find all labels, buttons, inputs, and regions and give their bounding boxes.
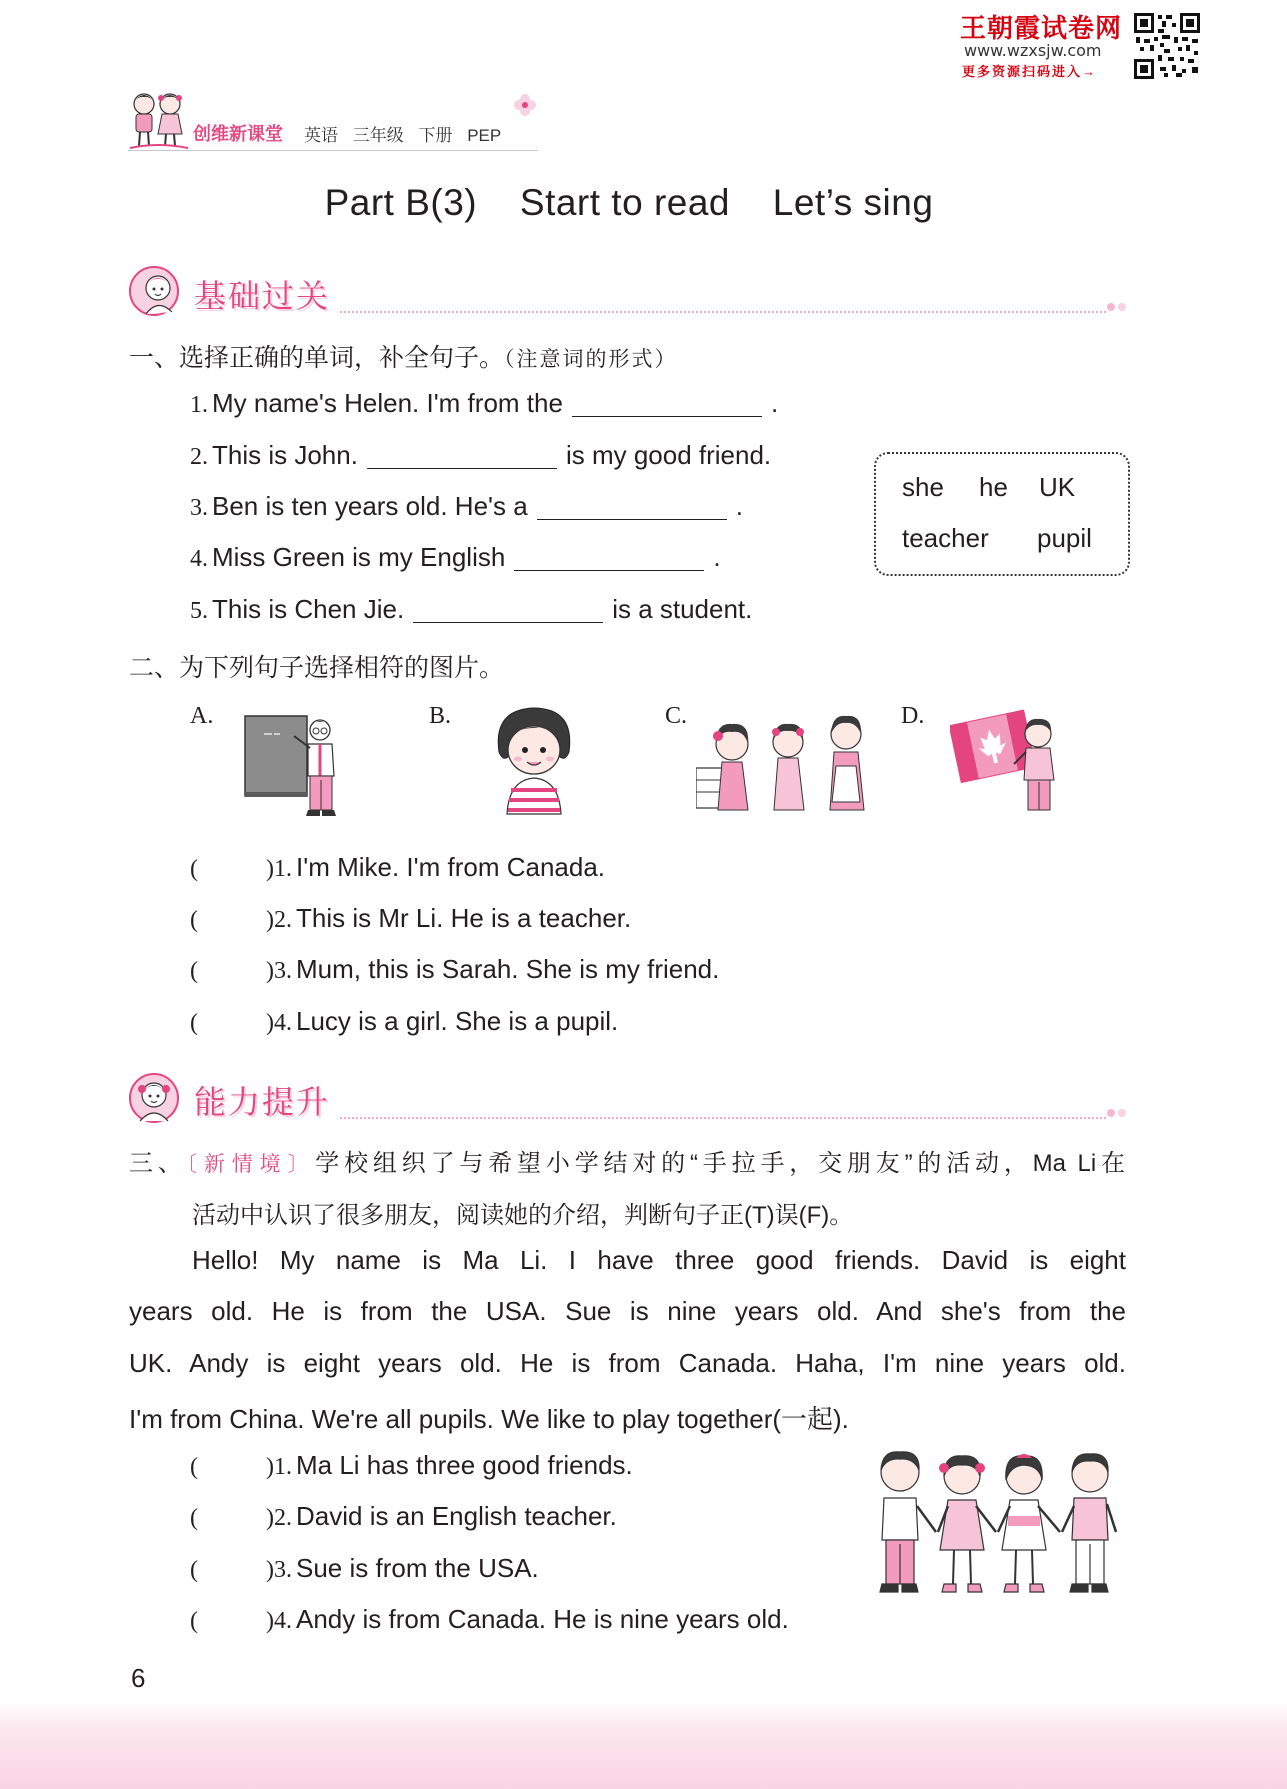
q2-item — [190, 852, 605, 888]
book-subject: 英语 — [304, 126, 338, 145]
item-text-before: My name's Helen. I'm from the — [212, 388, 563, 418]
q3-item — [190, 1553, 539, 1589]
item-number: 3. — [190, 495, 208, 521]
book-volume: 下册 — [418, 126, 453, 145]
bracket-close: ) — [266, 1505, 274, 1531]
item-text-after: . — [770, 388, 779, 418]
section-divider — [340, 311, 1106, 313]
page-number: 6 — [131, 1663, 146, 1693]
book-grade: 三年级 — [352, 126, 404, 145]
passage-line: UK. Andy is eight years old. He is from Canada. Haha, I'm nine years old. — [129, 1348, 1126, 1378]
item-number: 2. — [274, 907, 292, 933]
item-number: 4. — [274, 1010, 292, 1036]
answer-blank[interactable] — [367, 468, 557, 469]
item-number: 2. — [274, 1505, 292, 1531]
answer-bracket[interactable]: ( — [190, 1010, 198, 1036]
option-label-c: C. — [665, 703, 688, 729]
title-part: Part B(3) — [324, 182, 478, 223]
bracket-close: ) — [266, 1010, 274, 1036]
section-divider — [340, 1117, 1106, 1119]
q3-item — [190, 1604, 789, 1640]
picture-teacher-blackboard — [242, 704, 342, 822]
answer-bracket[interactable]: ( — [190, 856, 198, 882]
option-label-b: B. — [429, 703, 452, 729]
q1-item — [190, 440, 771, 476]
item-text-after: . — [735, 491, 743, 521]
section-heading-advanced: 能力提升 — [194, 1084, 331, 1120]
q1-item — [190, 388, 778, 424]
item-number: 1. — [274, 1454, 292, 1480]
picture-four-friends — [864, 1446, 1126, 1598]
item-number: 2. — [190, 444, 208, 470]
item-text-after: is my good friend. — [565, 440, 772, 470]
bracket-close: ) — [266, 1454, 274, 1480]
q2-item — [190, 1006, 618, 1042]
item-text: Ma Li has three good friends. — [296, 1450, 633, 1480]
answer-bracket[interactable]: ( — [190, 1505, 198, 1531]
item-number: 3. — [274, 958, 292, 984]
q3-context-tag: 〔新情境〕 — [186, 1152, 316, 1176]
item-text: This is Mr Li. He is a teacher. — [296, 903, 632, 933]
q1-instruction: 一、选择正确的单词，补全句子。 — [129, 344, 505, 372]
option-label-a: A. — [190, 703, 214, 729]
q3-prompt-line-2: 活动中认识了很多朋友，阅读她的介绍，判断句子正(T)误(F)。 — [192, 1202, 854, 1229]
q1-prompt — [129, 338, 678, 374]
bracket-close: ) — [266, 856, 274, 882]
q2-item — [190, 903, 631, 939]
q3-number: 三、 — [129, 1150, 187, 1177]
section-basic-icon — [126, 264, 184, 318]
q3-item — [190, 1450, 633, 1486]
q2-item — [190, 954, 719, 990]
book-info — [304, 121, 511, 146]
qr-code — [1134, 13, 1200, 79]
option-label-d: D. — [901, 703, 925, 729]
q3-prompt-text: 学校组织了与希望小学结对的“手拉手，交朋友”的活动，Ma Li在 — [315, 1150, 1126, 1177]
divider-dots-icon — [1106, 1108, 1130, 1118]
series-name: 创维新课堂 — [193, 124, 283, 144]
item-text-after: . — [713, 542, 721, 572]
picture-three-girls — [696, 706, 884, 812]
section-advanced-icon — [126, 1071, 184, 1125]
scan-slogan: 更多资源扫码进入→ — [962, 64, 1098, 79]
answer-bracket[interactable]: ( — [190, 1454, 198, 1480]
picture-girl — [485, 700, 583, 816]
title-topic-read: Start to read — [519, 182, 730, 223]
answer-blank[interactable] — [537, 519, 727, 520]
item-number: 4. — [274, 1608, 292, 1634]
divider-dots-icon — [1106, 302, 1130, 312]
q1-item — [190, 491, 743, 527]
word-bank-item: pupil — [1037, 523, 1092, 553]
bracket-close: ) — [266, 958, 274, 984]
word-bank-item: she — [902, 472, 944, 502]
item-text-after: is a student. — [612, 594, 753, 624]
item-number: 1. — [274, 856, 292, 882]
page-footer-band — [0, 1700, 1287, 1789]
bracket-close: ) — [266, 907, 274, 933]
item-text: Mum, this is Sarah. She is my friend. — [296, 954, 720, 984]
bracket-close: ) — [266, 1557, 274, 1583]
answer-bracket[interactable]: ( — [190, 907, 198, 933]
item-text: Sue is from the USA. — [296, 1553, 539, 1583]
item-text: David is an English teacher. — [296, 1501, 617, 1531]
item-number: 3. — [274, 1557, 292, 1583]
q2-prompt: 二、为下列句子选择相符的图片。 — [129, 654, 505, 682]
answer-blank[interactable] — [413, 622, 603, 623]
book-edition: PEP — [467, 126, 502, 145]
answer-bracket[interactable]: ( — [190, 1557, 198, 1583]
flower-decoration-icon — [512, 92, 538, 118]
item-number: 4. — [190, 546, 208, 572]
answer-bracket[interactable]: ( — [190, 958, 198, 984]
passage-line: I'm from China. We're all pupils. We like to play together(一起). — [129, 1404, 849, 1434]
item-text-before: Ben is ten years old. He's a — [212, 491, 528, 521]
q3-prompt-line-1 — [129, 1143, 1125, 1178]
answer-blank[interactable] — [514, 570, 704, 571]
q3-item — [190, 1501, 617, 1537]
item-text: Lucy is a girl. She is a pupil. — [296, 1006, 619, 1036]
bracket-close: ) — [266, 1608, 274, 1634]
page-title — [0, 182, 1258, 224]
word-bank-item: he — [979, 472, 1008, 502]
item-text-before: This is Chen Jie. — [212, 594, 405, 624]
brand-logo-text: 王朝霞试卷网 — [960, 13, 1123, 43]
q1-note: （注意词的形式） — [504, 347, 678, 371]
passage-line: Hello! My name is Ma Li. I have three good friends. David is eight — [192, 1245, 1126, 1275]
item-number: 5. — [190, 598, 208, 624]
word-bank-item: teacher — [902, 523, 989, 553]
picture-boy-canada-flag — [950, 704, 1068, 816]
q1-item — [190, 594, 752, 630]
title-topic-sing: Let’s sing — [772, 182, 934, 223]
passage-line: years old. He is from the USA. Sue is nine years old. And she's from the — [129, 1296, 1126, 1326]
section-heading-basic: 基础过关 — [194, 278, 331, 314]
word-bank-item: UK — [1039, 472, 1076, 502]
item-text-before: Miss Green is my English — [212, 542, 506, 572]
item-text: Andy is from Canada. He is nine years old. — [296, 1604, 789, 1634]
header-divider — [128, 150, 538, 151]
answer-blank[interactable] — [572, 416, 762, 417]
header-kids-illustration — [126, 86, 190, 154]
q1-item — [190, 542, 721, 578]
word-bank-box — [874, 452, 1130, 576]
item-text-before: This is John. — [212, 440, 358, 470]
item-text: I'm Mike. I'm from Canada. — [296, 852, 606, 882]
item-number: 1. — [190, 392, 208, 418]
site-url[interactable]: www.wzxsjw.com — [964, 41, 1102, 60]
answer-bracket[interactable]: ( — [190, 1608, 198, 1634]
